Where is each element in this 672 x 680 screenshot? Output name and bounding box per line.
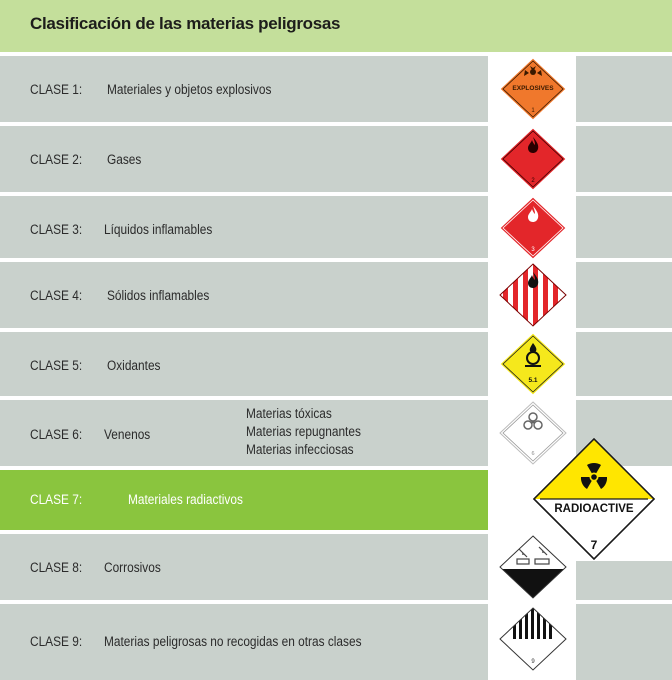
misc-dangerous-sign-icon xyxy=(499,607,567,671)
class-row-3 xyxy=(0,196,672,258)
class-row-1 xyxy=(0,56,672,122)
sign-number: 1 xyxy=(531,108,535,114)
class-name: Materiales y objetos explosivos xyxy=(107,82,272,97)
subclass-infectious: Materias infecciosas xyxy=(246,442,354,457)
explosive-sign-icon xyxy=(499,57,567,121)
class-name: Corrosivos xyxy=(104,560,161,575)
class-label: CLASE 3: xyxy=(30,222,83,237)
class-name: Venenos xyxy=(104,427,151,442)
class-row-9 xyxy=(0,604,672,680)
subclass-toxic: Materias tóxicas xyxy=(246,406,332,421)
class-label: CLASE 5: xyxy=(30,358,83,373)
radioactive-sign-icon xyxy=(532,437,656,561)
header-bar xyxy=(0,0,672,52)
class-label: CLASE 2: xyxy=(30,152,83,167)
class-label: CLASE 8: xyxy=(30,560,83,575)
class-label: CLASE 7: xyxy=(30,492,83,507)
subclass-repugnant: Materias repugnantes xyxy=(246,424,361,439)
class-name: Sólidos inflamables xyxy=(107,288,210,303)
sign-number: 9 xyxy=(531,659,535,665)
class-name: Materias peligrosas no recogidas en otras clases xyxy=(104,634,362,649)
class-label: CLASE 6: xyxy=(30,427,83,442)
class-name: Materiales radiactivos xyxy=(128,492,243,507)
flammable-gas-sign-icon xyxy=(499,127,567,191)
class-name: Líquidos inflamables xyxy=(104,222,213,237)
sign-text: EXPLOSIVES xyxy=(512,85,554,92)
class-label: CLASE 9: xyxy=(30,634,83,649)
class-label: CLASE 1: xyxy=(30,82,83,97)
class-label: CLASE 4: xyxy=(30,288,83,303)
flammable-liquid-sign-icon xyxy=(499,196,567,260)
sign-text: RADIOACTIVE xyxy=(554,503,634,515)
class-row-2 xyxy=(0,126,672,192)
sign-number: 2 xyxy=(531,178,535,184)
flammable-solid-sign-icon xyxy=(499,263,567,327)
page-title: Clasificación de las materias peligrosas xyxy=(30,14,341,33)
sign-number: 6 xyxy=(531,451,535,457)
sign-number: 7 xyxy=(590,538,598,552)
sign-number: 3 xyxy=(531,247,535,253)
class-row-5 xyxy=(0,332,672,396)
class-name: Oxidantes xyxy=(107,358,161,373)
sign-number: 5.1 xyxy=(528,377,538,384)
oxidizer-sign-icon xyxy=(499,332,567,396)
class-row-4 xyxy=(0,262,672,328)
class-name: Gases xyxy=(107,152,142,167)
